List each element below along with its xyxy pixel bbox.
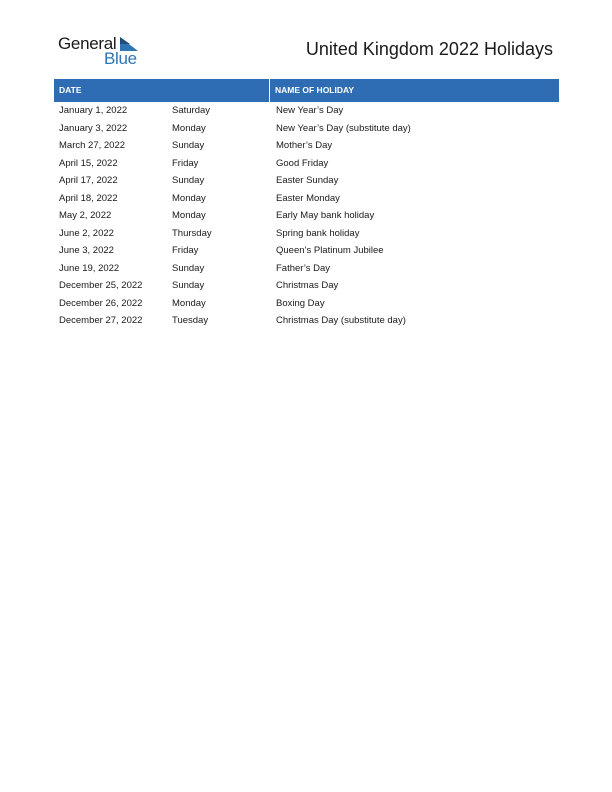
holiday-date-cell: June 2, 2022 <box>59 227 114 239</box>
holiday-weekday-cell: Sunday <box>172 175 205 186</box>
holidays-table <box>54 79 559 330</box>
holiday-weekday-cell: Thursday <box>172 227 212 239</box>
holiday-name-cell: Easter Monday <box>276 192 340 204</box>
table-row <box>54 242 559 260</box>
holiday-name-cell: New Year’s Day (substitute day) <box>276 122 411 134</box>
holiday-weekday-cell: Monday <box>172 297 206 309</box>
holiday-weekday-cell: Sunday <box>172 140 205 151</box>
holiday-name-cell: New Year’s Day <box>276 105 344 116</box>
logo-word-general: General <box>58 34 117 53</box>
holiday-weekday-cell: Friday <box>172 157 199 169</box>
page-title: United Kingdom 2022 Holidays <box>305 39 553 59</box>
holiday-date-cell: April 18, 2022 <box>59 192 118 204</box>
holiday-weekday-cell: Sunday <box>172 280 205 291</box>
table-row <box>54 312 559 330</box>
holiday-weekday-cell: Friday <box>172 245 199 256</box>
holiday-date-cell: March 27, 2022 <box>59 140 126 151</box>
table-row <box>54 120 559 138</box>
table-row <box>54 102 559 120</box>
holiday-name-cell: Spring bank holiday <box>276 227 360 239</box>
holiday-date-cell: January 1, 2022 <box>59 105 128 116</box>
holiday-date-cell: June 3, 2022 <box>59 245 114 256</box>
holiday-weekday-cell: Saturday <box>172 105 211 116</box>
holiday-date-cell: December 27, 2022 <box>59 315 143 326</box>
holiday-name-cell: Good Friday <box>276 157 329 169</box>
holiday-weekday-cell: Monday <box>172 210 206 221</box>
table-row <box>54 155 559 173</box>
column-header-name: NAME OF HOLIDAY <box>275 85 355 95</box>
table-row <box>54 190 559 208</box>
holiday-date-cell: January 3, 2022 <box>59 122 128 134</box>
holiday-date-cell: May 2, 2022 <box>59 210 112 221</box>
table-header <box>54 79 559 102</box>
holiday-name-cell: Christmas Day (substitute day) <box>276 315 406 326</box>
table-body <box>54 102 559 330</box>
table-row <box>54 207 559 225</box>
holiday-name-cell: Easter Sunday <box>276 175 339 186</box>
table-row <box>54 137 559 155</box>
holiday-name-cell: Mother’s Day <box>276 140 333 151</box>
logo-word-blue: Blue <box>104 49 137 68</box>
table-row <box>54 260 559 278</box>
holiday-weekday-cell: Sunday <box>172 262 205 274</box>
table-row <box>54 277 559 295</box>
holiday-weekday-cell: Monday <box>172 122 206 134</box>
holiday-weekday-cell: Tuesday <box>172 315 209 326</box>
table-row <box>54 295 559 313</box>
holiday-date-cell: December 25, 2022 <box>59 280 143 291</box>
holiday-date-cell: June 19, 2022 <box>59 262 120 274</box>
holiday-date-cell: April 15, 2022 <box>59 157 118 169</box>
holiday-name-cell: Early May bank holiday <box>276 210 375 221</box>
holiday-name-cell: Boxing Day <box>276 297 325 309</box>
holiday-weekday-cell: Monday <box>172 192 206 204</box>
table-row <box>54 172 559 190</box>
holiday-date-cell: December 26, 2022 <box>59 297 143 309</box>
holiday-date-cell: April 17, 2022 <box>59 175 118 186</box>
holiday-name-cell: Father’s Day <box>276 262 331 274</box>
holiday-name-cell: Queen’s Platinum Jubilee <box>276 245 384 256</box>
holiday-name-cell: Christmas Day <box>276 280 339 291</box>
table-row <box>54 225 559 243</box>
column-header-date: DATE <box>54 79 270 102</box>
brand-logo <box>58 34 148 70</box>
